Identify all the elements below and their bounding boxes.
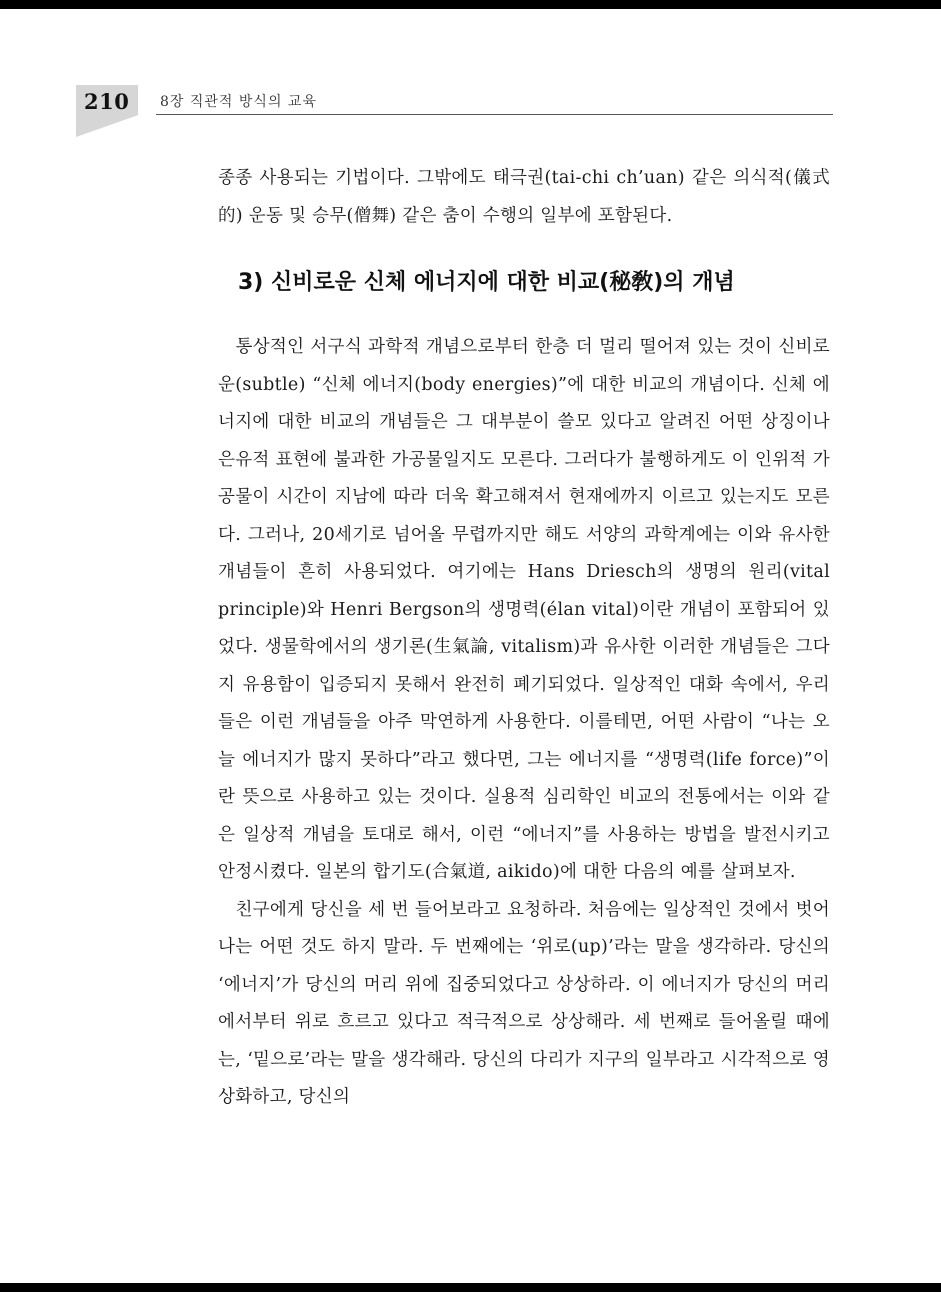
section-title: 3) 신비로운 신체 에너지에 대한 비교(秘敎)의 개념 xyxy=(238,270,735,295)
top-border-bar xyxy=(0,0,941,9)
paragraph-continued: 종종 사용되는 기법이다. 그밖에도 태극권(tai-chi ch’uan) 같은 의식적(儀式的) 운동 및 승무(僧舞) 같은 춤이 수행의 일부에 포함된다. xyxy=(218,168,830,226)
paragraph: 통상적인 서구식 과학적 개념으로부터 한층 더 멀리 떨어져 있는 것이 신비로운(subtle) “신체 에너지(body energies)”에 대한 비교의 개념이다. 신체 에너지에 대한 비교의 개념들은 그 대부분이 쓸모 있다고 알려진 어떤 상징이나 은유적 표현에 불과한 가공물일지도 모른다. 그러다가 불행하게도 이 인위적 가공물이 시간이 지남에 따라 더욱 확고해져서 현재에까지 이르고 있는지도 모른다. 그러나, 20세기로 넘어올 무렵까지만 해도 서양의 과학계에는 이와 유사한 개념들이 흔히 사용되었다. 여기에는 Hans Driesch의 생명의 원리(vital principle)와 Henri Bergson의 생명력(élan vital)이란 개념이 포함되어 있었다. 생물학에서의 생기론(生氣論, vitalism)과 유사한 이러한 개념들은 그다지 유용함이 입증되지 못해서 완전히 폐기되었다. 일상적인 대화 속에서, 우리들은 이런 개념들을 아주 막연하게 사용한다. 이를테면, 어떤 사람이 “나는 오늘 에너지가 많지 못하다”라고 했다면, 그는 에너지를 “생명력(life force)”이란 뜻으로 사용하고 있는 것이다. 실용적 심리학인 비교의 전통에서는 이와 같은 일상적 개념을 토대로 해서, 이런 “에너지”를 사용하는 방법을 발전시키고 안정시켰다. 일본의 합기도(合氣道, aikido)에 대한 다음의 예를 살펴보자. xyxy=(218,337,830,882)
page-number: 210 xyxy=(84,89,130,114)
page-body xyxy=(218,160,830,1117)
header-rule xyxy=(156,114,833,115)
paragraph: 친구에게 당신을 세 번 들어보라고 요청하라. 처음에는 일상적인 것에서 벗어나는 어떤 것도 하지 말라. 두 번째에는 ‘위로(up)’라는 말을 생각하라. 당신의 ‘에너지’가 당신의 머리 위에 집중되었다고 상상하라. 이 에너지가 당신의 머리에서부터 위로 흐르고 있다고 적극적으로 상상해라. 세 번째로 들어올릴 때에는, ‘밑으로’라는 말을 생각해라. 당신의 다리가 지구의 일부라고 시각적으로 영상화하고, 당신의 xyxy=(218,899,830,1107)
bottom-border-bar xyxy=(0,1283,941,1292)
running-head: 8장 직관적 방식의 교육 xyxy=(160,94,317,110)
